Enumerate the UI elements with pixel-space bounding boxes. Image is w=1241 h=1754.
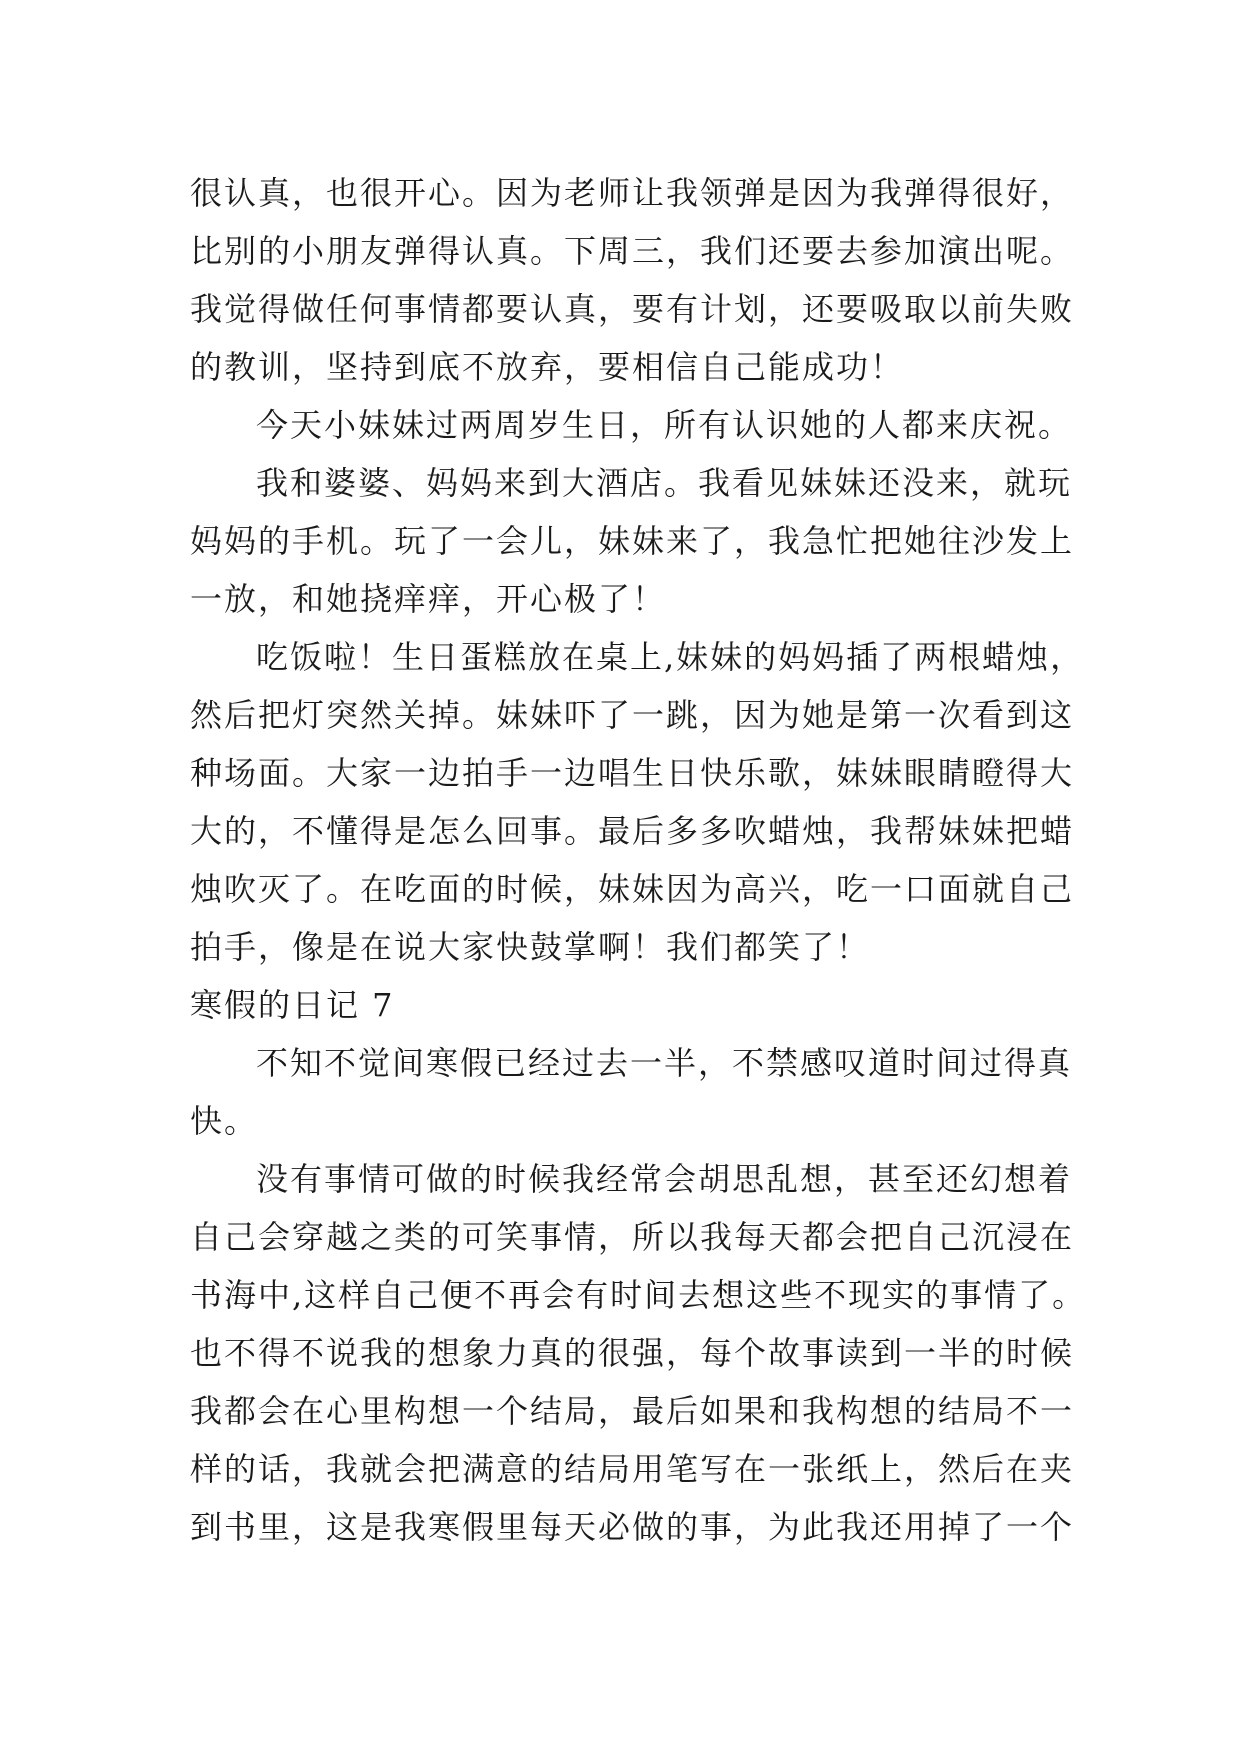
text-line: 不知不觉间寒假已经过去一半，不禁感叹道时间过得真 — [256, 1044, 1073, 1082]
text-line: 烛吹灭了。在吃面的时候，妹妹因为高兴，吃一口面就自己 — [190, 870, 1075, 908]
text-line: 今天小妹妹过两周岁生日，所有认识她的人都来庆祝。 — [256, 406, 1073, 444]
text-line: 样的话，我就会把满意的结局用笔写在一张纸上，然后在夹 — [190, 1450, 1075, 1488]
text-line: 很认真，也很开心。因为老师让我领弹是因为我弹得很好， — [190, 174, 1075, 212]
text-line: 快。 — [190, 1102, 259, 1140]
text-line: 自己会穿越之类的可笑事情，所以我每天都会把自己沉浸在 — [190, 1218, 1075, 1256]
section-heading: 寒假的日记 7 — [190, 986, 395, 1024]
text-line: 比别的小朋友弹得认真。下周三，我们还要去参加演出呢。 — [190, 232, 1075, 270]
text-line: 没有事情可做的时候我经常会胡思乱想，甚至还幻想着 — [256, 1160, 1073, 1198]
text-line: 一放，和她挠痒痒，开心极了！ — [190, 580, 667, 618]
text-line: 书海中,这样自己便不再会有时间去想这些不现实的事情了。 — [190, 1276, 1087, 1314]
text-line: 吃饭啦！生日蛋糕放在桌上,妹妹的妈妈插了两根蜡烛， — [256, 638, 1085, 676]
text-line: 妈妈的手机。玩了一会儿，妹妹来了，我急忙把她往沙发上 — [190, 522, 1075, 560]
text-line: 我都会在心里构想一个结局，最后如果和我构想的结局不一 — [190, 1392, 1075, 1430]
text-line: 种场面。大家一边拍手一边唱生日快乐歌，妹妹眼睛瞪得大 — [190, 754, 1075, 792]
text-line: 我和婆婆、妈妈来到大酒店。我看见妹妹还没来，就玩 — [256, 464, 1073, 502]
text-line: 的教训，坚持到底不放弃，要相信自己能成功！ — [190, 348, 905, 386]
text-line: 也不得不说我的想象力真的很强，每个故事读到一半的时候 — [190, 1334, 1075, 1372]
text-line: 拍手，像是在说大家快鼓掌啊！我们都笑了！ — [190, 928, 871, 966]
text-line: 到书里，这是我寒假里每天必做的事，为此我还用掉了一个 — [190, 1508, 1075, 1546]
text-line: 大的，不懂得是怎么回事。最后多多吹蜡烛，我帮妹妹把蜡 — [190, 812, 1075, 850]
text-line: 然后把灯突然关掉。妹妹吓了一跳，因为她是第一次看到这 — [190, 696, 1075, 734]
text-line: 我觉得做任何事情都要认真，要有计划，还要吸取以前失败 — [190, 290, 1075, 328]
